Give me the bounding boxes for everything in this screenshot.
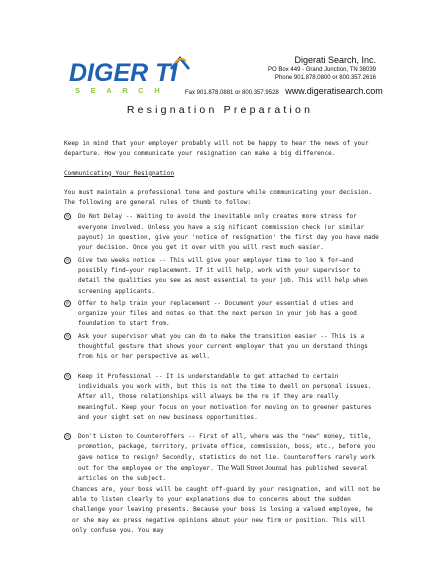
logo-subtitle: SEARCH [75, 86, 171, 95]
publication-name: The Wall Street Journal [217, 463, 288, 473]
rule-text: Keep it Professional -- It is understandable to get attached to certain individuals you work with, but this is not the time to dwell on personal issues. After all, those relationships will always be the re if they are really meaningful. Keep your focus on your motivation for moving on to greener pastures and your sight set on new business opportunities. [78, 372, 372, 421]
rules-list [64, 212, 382, 484]
rule-text: Offer to help train your replacement -- Document your essential d uties and organize your files and notes so that the next person in your job has a good foundation to start from. [78, 299, 357, 328]
company-name: Digerati Search, Inc. [294, 55, 376, 65]
section-intro: You must maintain a professional tone and posture while communicating your decision. The following are general rules of thumb to follow: [64, 188, 373, 207]
document-body [64, 139, 382, 536]
list-item [64, 256, 382, 297]
closing-paragraph: Chances are, your boss will be caught off-guard by your resignation, and will not be able to listen clearly to your explanations due to concerns about the sudden challenge your leaving presents. Because your boss is losing a valued employee, he or she may ex press negative opinions about your new firm or position. This will only confuse you. You may [72, 485, 381, 534]
list-item [64, 372, 382, 423]
logo-burst-icon [169, 56, 191, 70]
logo-wordmark: DIGER TI [69, 59, 178, 87]
circle-bullet-icon: ☺ [65, 214, 69, 221]
circle-bullet-icon: ☺ [65, 300, 69, 307]
circle-bullet-icon: ☺ [65, 434, 69, 441]
list-item [64, 212, 382, 253]
company-info [268, 55, 376, 82]
circle-bullet-icon: ☺ [65, 257, 69, 264]
list-item [64, 299, 382, 330]
list-item [64, 432, 382, 484]
rule-text: Do Not Delay -- Waiting to avoid the inevitable only creates more stress for everyone involved. Unless you have a sig nificant commission check (or similar payout) in question, give your 'notice of resignation' the first day you have made your decision. Once you get it over with you will rest much easier. [78, 213, 379, 252]
rule-text: Give two weeks notice -- This will give your employer time to loo k for—and possibly find—your replacement. If it will help, work with your supervisor to detail the qualities you see as most essential to your job. This will help when screening applicants. [78, 256, 368, 295]
company-address: PO Box 449 - Grand Junction, TN 38039 [268, 67, 376, 73]
company-phone: Phone 901.878.0800 or 800.357.2616 [274, 75, 376, 81]
section-heading: Communicating Your Resignation [64, 169, 175, 177]
contact-line [185, 81, 383, 99]
document-title: Resignation Preparation [126, 104, 314, 116]
intro-paragraph: Keep in mind that your employer probably will not be happy to hear the news of your departure. How you communicate your resignation can make a big difference. [64, 140, 369, 158]
rule-text-end: has published several articles on the subject. [78, 465, 368, 483]
company-fax: Fax 901.878.0881 or 800.357.9528 [185, 90, 279, 96]
circle-bullet-icon: ☺ [65, 373, 69, 380]
circle-bullet-icon: ☺ [65, 333, 69, 340]
company-website[interactable]: www.digeratisearch.com [285, 86, 383, 96]
rule-text: Don't Listen to Counteroffers -- First of all, where was the "new" money, title, promotion, package, territory, private office, commission, boss, etc., before you gave notice to resign? Secondly, statistics do not lie. Counteroffers rarely work out for the employee or the employer. [78, 433, 376, 473]
rule-text: Ask your supervisor what you can do to make the transition easier -- This is a thoughtful gesture that shows your current employer that you un derstand things from his or her perspective as well. [78, 332, 368, 361]
list-item [64, 332, 382, 363]
